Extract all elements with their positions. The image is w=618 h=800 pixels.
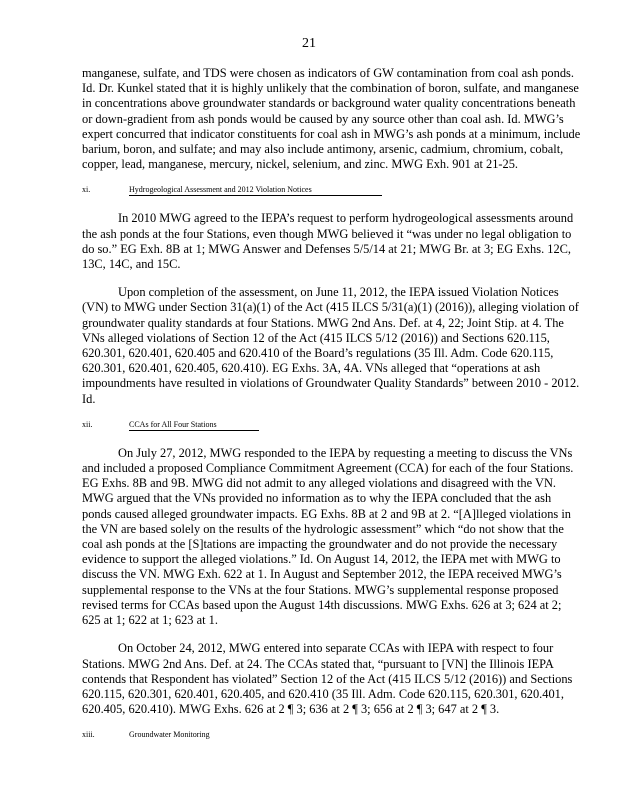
section-heading-xiii xyxy=(82,730,582,740)
document-body xyxy=(82,66,582,755)
paragraph-cca-agreements: On October 24, 2012, MWG entered into separate CCAs with IEPA with respect to four Stations. MWG 2nd Ans. Def. at 24. The CCAs stated that, “pursuant to [VN] the Illinois IEPA contends that Respondent has violated” Section 12 of the Act (415 ILCS 5/12 (2016)) and Sections 620.115, 620.301, 620.401, 620.405, and 620.410 (35 Ill. Adm. Code 620.115, 620.301, 620.401, 620.405, 620.410). MWG Exhs. 626 at 2 ¶ 3; 636 at 2 ¶ 3; 656 at 2 ¶ 3; 647 at 2 ¶ 3. xyxy=(82,641,573,717)
section-number: xii. xyxy=(82,419,93,429)
section-title: CCAs for All Four Stations xyxy=(129,420,259,431)
page-number: 21 xyxy=(302,36,316,51)
section-number: xiii. xyxy=(82,730,95,740)
paragraph-2010-assessment: In 2010 MWG agreed to the IEPA’s request to perform hydrogeological assessments around the ash ponds at the four Stations, even though MWG believed it “was under no legal obligation to do so.” EG Exh. 8B at 1; MWG Answer and Defenses 5/5/14 at 21; MWG Br. at 3; EG Exhs. 12C, 13C, 14C, and 15C. xyxy=(82,211,574,272)
section-heading-xii xyxy=(82,420,582,431)
section-title: Groundwater Monitoring xyxy=(129,730,210,740)
paragraph-mwg-response: On July 27, 2012, MWG responded to the IEPA by requesting a meeting to discuss the VNs and included a proposed Compliance Commitment Agreement (CCA) for each of the four Stations. EG Exhs. 8B and 9B. MWG did not admit to any alleged violations and disagreed with the VN. MWG argued that the VNs provided no information as to why the IEPA concluded that the ash ponds caused alleged groundwater impacts. EG Exhs. 8B at 2 and 9B at 2. “[A]lleged violations in the VN are based solely on the results of the hydrologic assessment” which “do not show that the coal ash ponds at the [S]tations are impacting the groundwater and do not provide the necessary evidence to support the alleged violations.” Id. On August 14, 2012, the IEPA met with MWG to discuss the VN. MWG Exh. 622 at 1. In August and September 2012, the IEPA received MWG’s supplemental response to the VNs at the four Stations. MWG’s supplemental response proposed revised terms for CCAs based upon the August 14th discussions. MWG Exhs. 626 at 3; 624 at 2; 625 at 1; 622 at 1; 623 at 1. xyxy=(82,445,574,628)
section-title: Hydrogeological Assessment and 2012 Violation Notices xyxy=(129,185,382,196)
paragraph-violation-notices: Upon completion of the assessment, on June 11, 2012, the IEPA issued Violation Notices (VN) to MWG under Section 31(a)(1) of the Act (415 ILCS 5/31(a)(1) (2016)), alleging violation of groundwater quality standards at four Stations. MWG 2nd Ans. Def. at 4, 22; Joint Stip. at 4. The VNs alleged violations of Section 12 of the Act (415 ILCS 5/12 (2016)) and Sections 620.115, 620.301, 620.401, 620.405 and 620.410 of the Board’s regulations (35 Ill. Adm. Code 620.115, 620.301, 620.401, 620.405, 620.410). EG Exhs. 3A, 4A. VNs alleged that “operations at ash impoundments have resulted in violations of Groundwater Quality Standards” between 2010 - 2012. Id. xyxy=(82,285,580,406)
section-heading-xi xyxy=(82,185,582,196)
paragraph-indicators: manganese, sulfate, and TDS were chosen as indicators of GW contamination from coal ash ponds. Id. Dr. Kunkel stated that it is highly unlikely that the combination of boron, sulfate, and manganese in concentrations above groundwater standards or background water quality concentrations beneath or down-gradient from ash ponds would be caused by any source other than coal ash. Id. MWG’s expert concurred that indicator constituents for coal ash in MWG’s ash ponds at a minimum, include barium, boron, and sulfate; and may also include antimony, arsenic, cadmium, chromium, cobalt, copper, lead, manganese, mercury, nickel, selenium, and zinc. MWG Exh. 901 at 21-25. xyxy=(82,66,581,172)
section-number: xi. xyxy=(82,185,91,195)
